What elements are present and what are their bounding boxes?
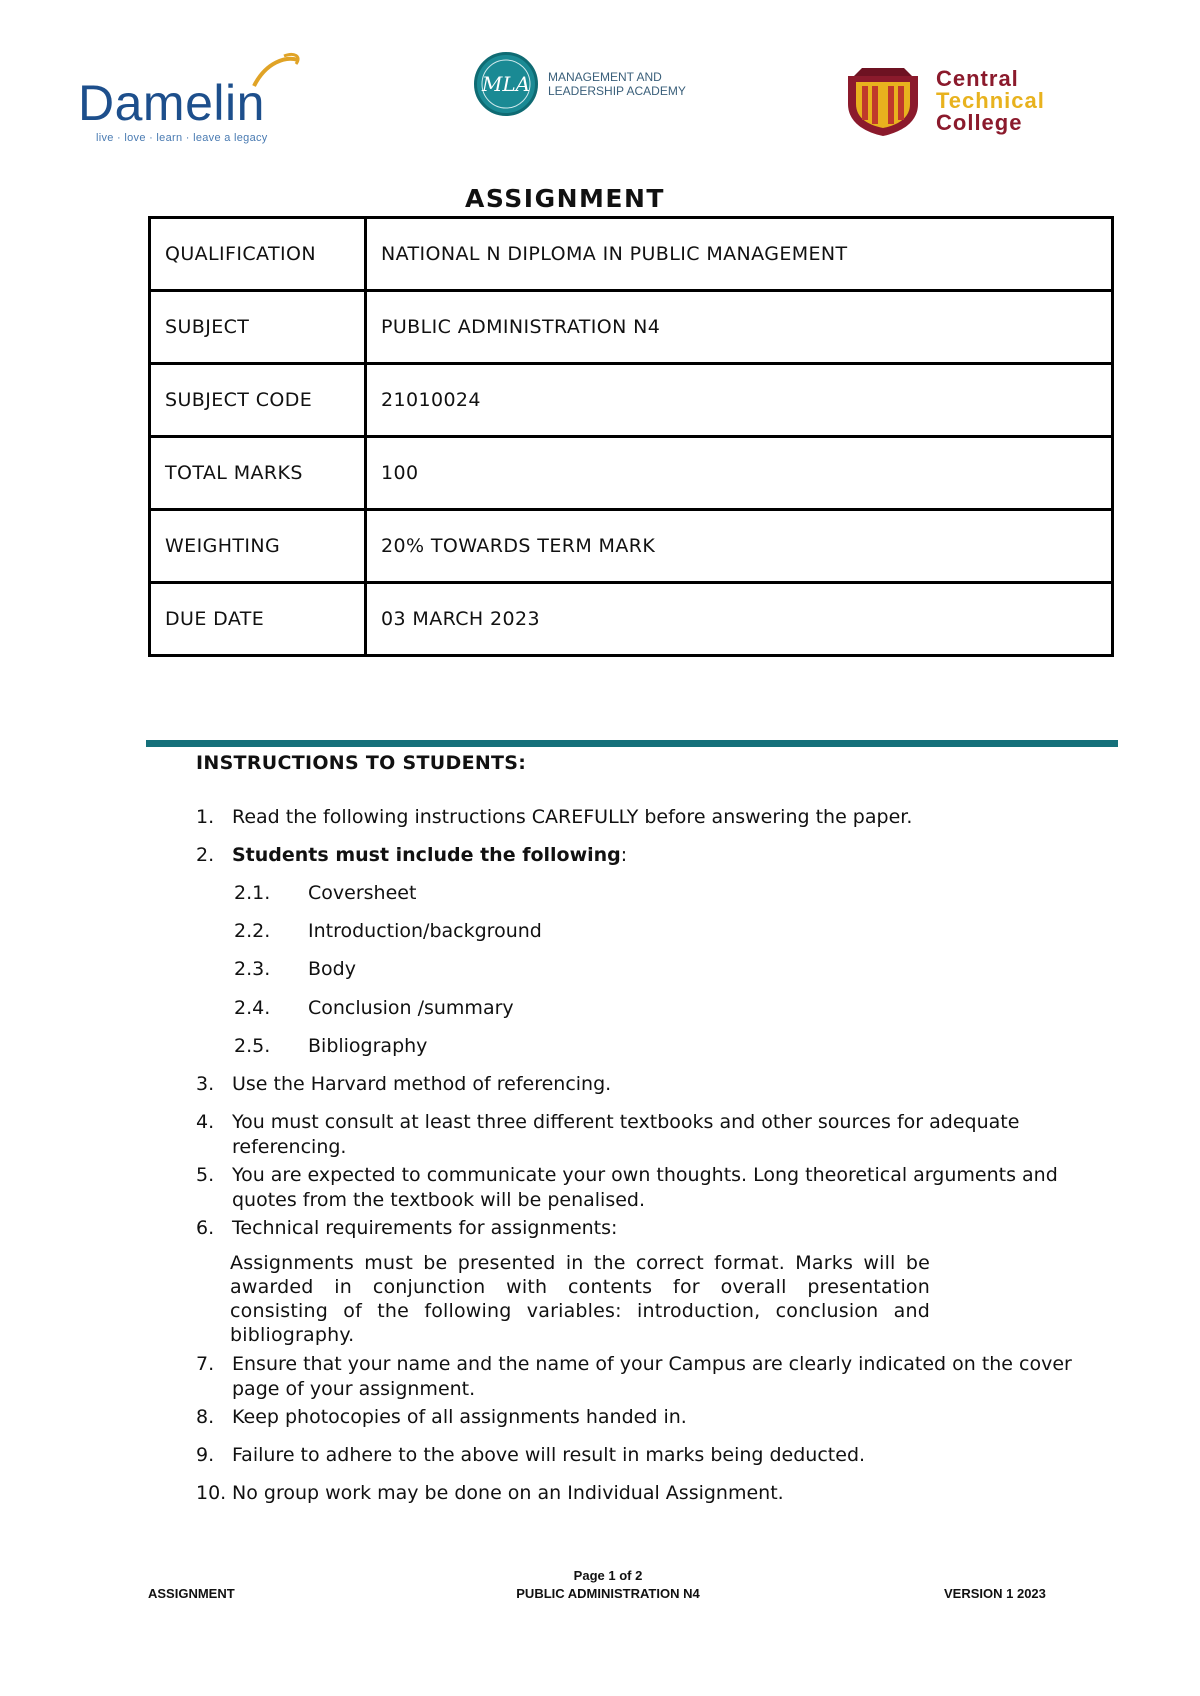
list-item: 2. Students must include the following: [196, 844, 628, 866]
mla-logo [474, 52, 714, 132]
weighting-value: 20% TOWARDS TERM MARK [366, 510, 1113, 583]
list-item: 3. Use the Harvard method of referencing. [196, 1073, 612, 1095]
ctc-logo [842, 64, 1102, 144]
list-item: 2.4. Conclusion /summary [234, 997, 514, 1019]
qualification-label: QUALIFICATION [150, 218, 366, 291]
subject-code-value: 21010024 [366, 364, 1113, 437]
mla-name: MANAGEMENT AND LEADERSHIP ACADEMY [548, 70, 686, 98]
mla-mark: MLA [481, 72, 531, 96]
total-marks-value: 100 [366, 437, 1113, 510]
table-row [150, 218, 1113, 291]
due-date-label: DUE DATE [150, 583, 366, 656]
damelin-logo [78, 52, 328, 152]
list-item: 2.2. Introduction/background [234, 920, 542, 942]
damelin-tagline: live · love · learn · leave a legacy [96, 132, 268, 144]
footer-right: VERSION 1 2023 [944, 1586, 1046, 1601]
page-number: Page 1 of 2 [573, 1568, 643, 1583]
list-item: 7. Ensure that your name and the name of your Campus are clearly indicated on the cover page of your assignment. [196, 1353, 1072, 1400]
due-date-value: 03 MARCH 2023 [366, 583, 1113, 656]
subject-label: SUBJECT [150, 291, 366, 364]
list-item: 6. Technical requirements for assignments: [196, 1217, 618, 1239]
list-item: 1. Read the following instructions CAREFULLY before answering the paper. [196, 806, 913, 828]
footer-center: PUBLIC ADMINISTRATION N4 [516, 1586, 700, 1601]
instructions-heading: INSTRUCTIONS TO STUDENTS: [196, 752, 527, 774]
table-row [150, 364, 1113, 437]
list-item: 2.1. Coversheet [234, 882, 417, 904]
table-row [150, 437, 1113, 510]
mla-emblem-icon [474, 52, 538, 116]
instructions-section [196, 752, 1076, 1504]
list-item: 2.3. Body [234, 958, 356, 980]
ctc-shield-icon [842, 64, 924, 138]
list-item: 2.5. Bibliography [234, 1035, 428, 1057]
technical-requirements-text: Assignments must be presented in the correct format. Marks will be awarded in conjunction with contents for overall presentation consisting of the following variables: introduction, conclusion and bibliography. [230, 1252, 930, 1346]
section-divider [146, 740, 1118, 747]
ctc-name: Central Technical College [936, 66, 1045, 135]
document-title: ASSIGNMENT [465, 184, 665, 213]
assignment-info-table [148, 216, 1114, 657]
footer-left: ASSIGNMENT [148, 1586, 235, 1601]
damelin-wordmark: Damelin [78, 75, 265, 131]
list-item: 9. Failure to adhere to the above will result in marks being deducted. [196, 1444, 866, 1466]
list-item: 10. No group work may be done on an Individual Assignment. [196, 1482, 784, 1504]
total-marks-label: TOTAL MARKS [150, 437, 366, 510]
list-item: 8. Keep photocopies of all assignments handed in. [196, 1406, 687, 1428]
list-item: 4. You must consult at least three different textbooks and other sources for adequate referencing. [196, 1111, 1020, 1158]
list-item: 5. You are expected to communicate your own thoughts. Long theoretical arguments and quotes from the textbook will be penalised. [196, 1164, 1058, 1211]
table-row [150, 583, 1113, 656]
qualification-value: NATIONAL N DIPLOMA IN PUBLIC MANAGEMENT [366, 218, 1113, 291]
table-row [150, 510, 1113, 583]
table-row [150, 291, 1113, 364]
subject-code-label: SUBJECT CODE [150, 364, 366, 437]
subject-value: PUBLIC ADMINISTRATION N4 [366, 291, 1113, 364]
weighting-label: WEIGHTING [150, 510, 366, 583]
